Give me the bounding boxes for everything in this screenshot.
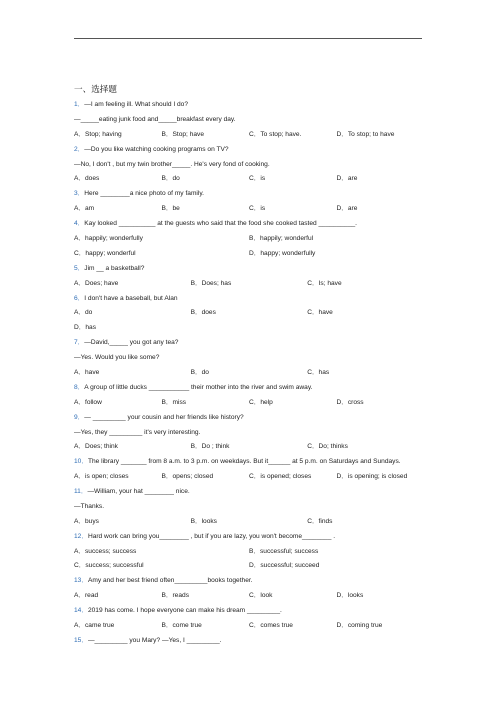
question-stem bbox=[74, 143, 424, 158]
option-b[interactable]: B．Stop; have bbox=[161, 130, 205, 138]
option-c[interactable]: C．Do; thinks bbox=[307, 443, 348, 451]
option-d[interactable]: D．are bbox=[336, 205, 358, 213]
question-11 bbox=[74, 485, 424, 530]
options-row bbox=[74, 172, 424, 187]
options-row bbox=[74, 232, 424, 247]
option-c[interactable]: C．comes true bbox=[249, 621, 293, 629]
section-title: 一、选择题 bbox=[74, 84, 117, 94]
question-3 bbox=[74, 187, 424, 217]
question-stem bbox=[74, 187, 424, 202]
option-b[interactable]: B．happily; wonderful bbox=[249, 235, 314, 243]
question-text: —Yes, they _________ it's very interesting. bbox=[74, 428, 201, 436]
question-7 bbox=[74, 336, 424, 381]
option-a[interactable]: A．does bbox=[74, 175, 100, 183]
question-number: 15． bbox=[74, 636, 88, 644]
question-text: Kay looked __________ at the guests who said that the food she cooked tasted __________. bbox=[84, 220, 358, 228]
option-c[interactable]: C．Is; have bbox=[307, 279, 342, 287]
option-c[interactable]: C．finds bbox=[307, 517, 333, 525]
question-line bbox=[74, 500, 424, 515]
question-stem bbox=[74, 292, 424, 307]
question-text: Amy and her best friend often_________books together. bbox=[87, 577, 253, 585]
question-line bbox=[74, 426, 424, 441]
question-number: 7． bbox=[74, 339, 85, 347]
options-row bbox=[74, 396, 424, 411]
question-stem bbox=[74, 381, 424, 396]
question-text: Here ________a nice photo of my family. bbox=[84, 190, 204, 198]
question-12 bbox=[74, 530, 424, 575]
option-b[interactable]: B．Does; has bbox=[190, 279, 232, 287]
question-13 bbox=[74, 574, 424, 604]
options-row bbox=[74, 470, 424, 485]
question-1 bbox=[74, 98, 424, 143]
option-a[interactable]: A．buys bbox=[74, 517, 99, 525]
option-b[interactable]: B．do bbox=[190, 369, 209, 377]
question-text: —I am feeling ill. What should I do? bbox=[84, 101, 188, 108]
options-row bbox=[74, 559, 424, 574]
question-line bbox=[74, 351, 424, 366]
option-d[interactable]: D．are bbox=[336, 175, 358, 183]
question-number: 3． bbox=[74, 190, 85, 198]
question-list bbox=[74, 83, 424, 649]
options-row bbox=[74, 589, 424, 604]
option-c[interactable]: C．look bbox=[249, 592, 273, 600]
question-stem bbox=[74, 411, 424, 426]
question-stem bbox=[74, 217, 424, 232]
question-text: A group of little ducks ___________ their mother into the river and swim away. bbox=[84, 383, 313, 391]
option-a[interactable]: A．Stop; having bbox=[74, 130, 122, 138]
header-rule bbox=[74, 38, 422, 39]
question-4 bbox=[74, 217, 424, 262]
question-text: —_____eating junk food and_____breakfast every day. bbox=[74, 115, 236, 123]
question-text: —_________ you Mary? —Yes, I _________. bbox=[87, 636, 222, 644]
question-number: 6． bbox=[74, 294, 85, 302]
option-b[interactable]: B．Do ; think bbox=[190, 443, 230, 451]
question-text: —Do you like watching cooking programs on TV? bbox=[84, 145, 229, 153]
question-text: —No, I don't , but my twin brother_____. He's very fond of cooking. bbox=[74, 160, 270, 168]
option-a[interactable]: A．success; success bbox=[74, 547, 137, 555]
question-stem bbox=[74, 485, 424, 500]
question-14 bbox=[74, 604, 424, 634]
question-text: —David,_____ you got any tea? bbox=[84, 339, 179, 347]
question-text: The library _______ from 8 a.m. to 3 p.m. on weekdays. But it______ at 5 p.m. on Saturdays and Sundays. bbox=[87, 458, 401, 466]
option-b[interactable]: B．do bbox=[161, 175, 180, 183]
question-9 bbox=[74, 411, 424, 456]
option-c[interactable]: C．has bbox=[307, 369, 330, 377]
options-row bbox=[74, 321, 424, 336]
question-number: 2． bbox=[74, 145, 85, 153]
option-a[interactable]: A．have bbox=[74, 369, 100, 377]
option-c[interactable]: C．happy; wonderful bbox=[74, 249, 136, 257]
option-c[interactable]: C．help bbox=[249, 398, 273, 406]
question-stem bbox=[74, 530, 424, 545]
question-number: 9． bbox=[74, 413, 85, 421]
options-row bbox=[74, 128, 424, 143]
question-line bbox=[74, 158, 424, 173]
option-c[interactable]: C．is opened; closes bbox=[249, 473, 312, 481]
option-a[interactable]: A．do bbox=[74, 309, 93, 317]
option-b[interactable]: B．be bbox=[161, 205, 180, 213]
options-row bbox=[74, 306, 424, 321]
question-text: —William, your hat ________ nice. bbox=[87, 487, 190, 495]
option-d[interactable]: D．looks bbox=[336, 592, 364, 600]
option-a[interactable]: A．follow bbox=[74, 398, 102, 406]
option-b[interactable]: B．reads bbox=[161, 592, 189, 600]
option-d[interactable]: D．is opening; is closed bbox=[336, 473, 408, 481]
option-c[interactable]: C．have bbox=[307, 309, 333, 317]
question-15 bbox=[74, 634, 424, 649]
options-row bbox=[74, 247, 424, 262]
option-d[interactable]: D．happy; wonderfully bbox=[249, 249, 316, 257]
question-stem bbox=[74, 574, 424, 589]
option-c[interactable]: C．is bbox=[249, 205, 266, 213]
options-row bbox=[74, 619, 424, 634]
questions-container bbox=[74, 98, 424, 649]
question-number: 10． bbox=[74, 458, 88, 466]
options-row bbox=[74, 440, 424, 455]
option-b[interactable]: B．does bbox=[190, 309, 216, 317]
question-number: 13． bbox=[74, 577, 88, 585]
question-stem bbox=[74, 262, 424, 277]
option-b[interactable]: B．come true bbox=[161, 621, 202, 629]
question-stem bbox=[74, 457, 424, 468]
question-text: 2019 has come. I hope everyone can make his dream _________. bbox=[87, 607, 282, 615]
question-line bbox=[74, 113, 424, 128]
question-text: — _________ your cousin and her friends like history? bbox=[84, 413, 244, 421]
option-b[interactable]: B．successful; success bbox=[249, 547, 319, 555]
question-number: 12． bbox=[74, 532, 88, 540]
option-a[interactable]: A．Does; have bbox=[74, 279, 119, 287]
option-d[interactable]: D．successful; succeed bbox=[249, 562, 320, 570]
option-b[interactable]: B．looks bbox=[190, 517, 217, 525]
option-a[interactable]: A．is open; closes bbox=[74, 473, 129, 481]
question-6 bbox=[74, 292, 424, 337]
option-b[interactable]: B．miss bbox=[161, 398, 187, 406]
options-row bbox=[74, 277, 424, 292]
question-text: —Thanks. bbox=[74, 502, 105, 510]
option-a[interactable]: A．happily; wonderfully bbox=[74, 235, 143, 243]
question-stem bbox=[74, 604, 424, 619]
question-2 bbox=[74, 143, 424, 188]
question-text: —Yes. Would you like some? bbox=[74, 354, 160, 362]
question-text: Jim __ a basketball? bbox=[84, 264, 145, 272]
option-a[interactable]: A．am bbox=[74, 205, 95, 213]
question-number: 14． bbox=[74, 607, 88, 615]
question-5 bbox=[74, 262, 424, 292]
option-a[interactable]: A．came true bbox=[74, 621, 115, 629]
option-c[interactable]: C．success; successful bbox=[74, 562, 144, 570]
options-row bbox=[74, 545, 424, 560]
option-d[interactable]: D．has bbox=[74, 324, 96, 332]
question-stem bbox=[74, 634, 424, 649]
option-b[interactable]: B．opens; closed bbox=[161, 473, 214, 481]
question-number: 11． bbox=[74, 487, 88, 495]
question-number: 5． bbox=[74, 264, 85, 272]
options-row bbox=[74, 366, 424, 381]
question-number: 1． bbox=[74, 101, 85, 108]
option-d[interactable]: D．coming true bbox=[336, 621, 383, 629]
question-8 bbox=[74, 381, 424, 411]
question-number: 8． bbox=[74, 383, 85, 391]
option-c[interactable]: C．To stop; have. bbox=[249, 130, 302, 138]
option-c[interactable]: C．is bbox=[249, 175, 266, 183]
option-d[interactable]: D．cross bbox=[336, 398, 364, 406]
question-stem bbox=[74, 336, 424, 351]
question-10 bbox=[74, 457, 424, 485]
question-text: Hard work can bring you________ , but if you are lazy, you won't become________ . bbox=[87, 532, 336, 540]
question-text: I don't have a baseball, but Alan bbox=[84, 294, 178, 302]
options-row bbox=[74, 515, 424, 530]
question-number: 4． bbox=[74, 220, 85, 228]
option-d[interactable]: D．To stop; to have bbox=[336, 130, 395, 138]
option-a[interactable]: A．read bbox=[74, 592, 99, 600]
option-a[interactable]: A．Does; think bbox=[74, 443, 118, 451]
options-row bbox=[74, 202, 424, 217]
question-stem bbox=[74, 98, 424, 113]
